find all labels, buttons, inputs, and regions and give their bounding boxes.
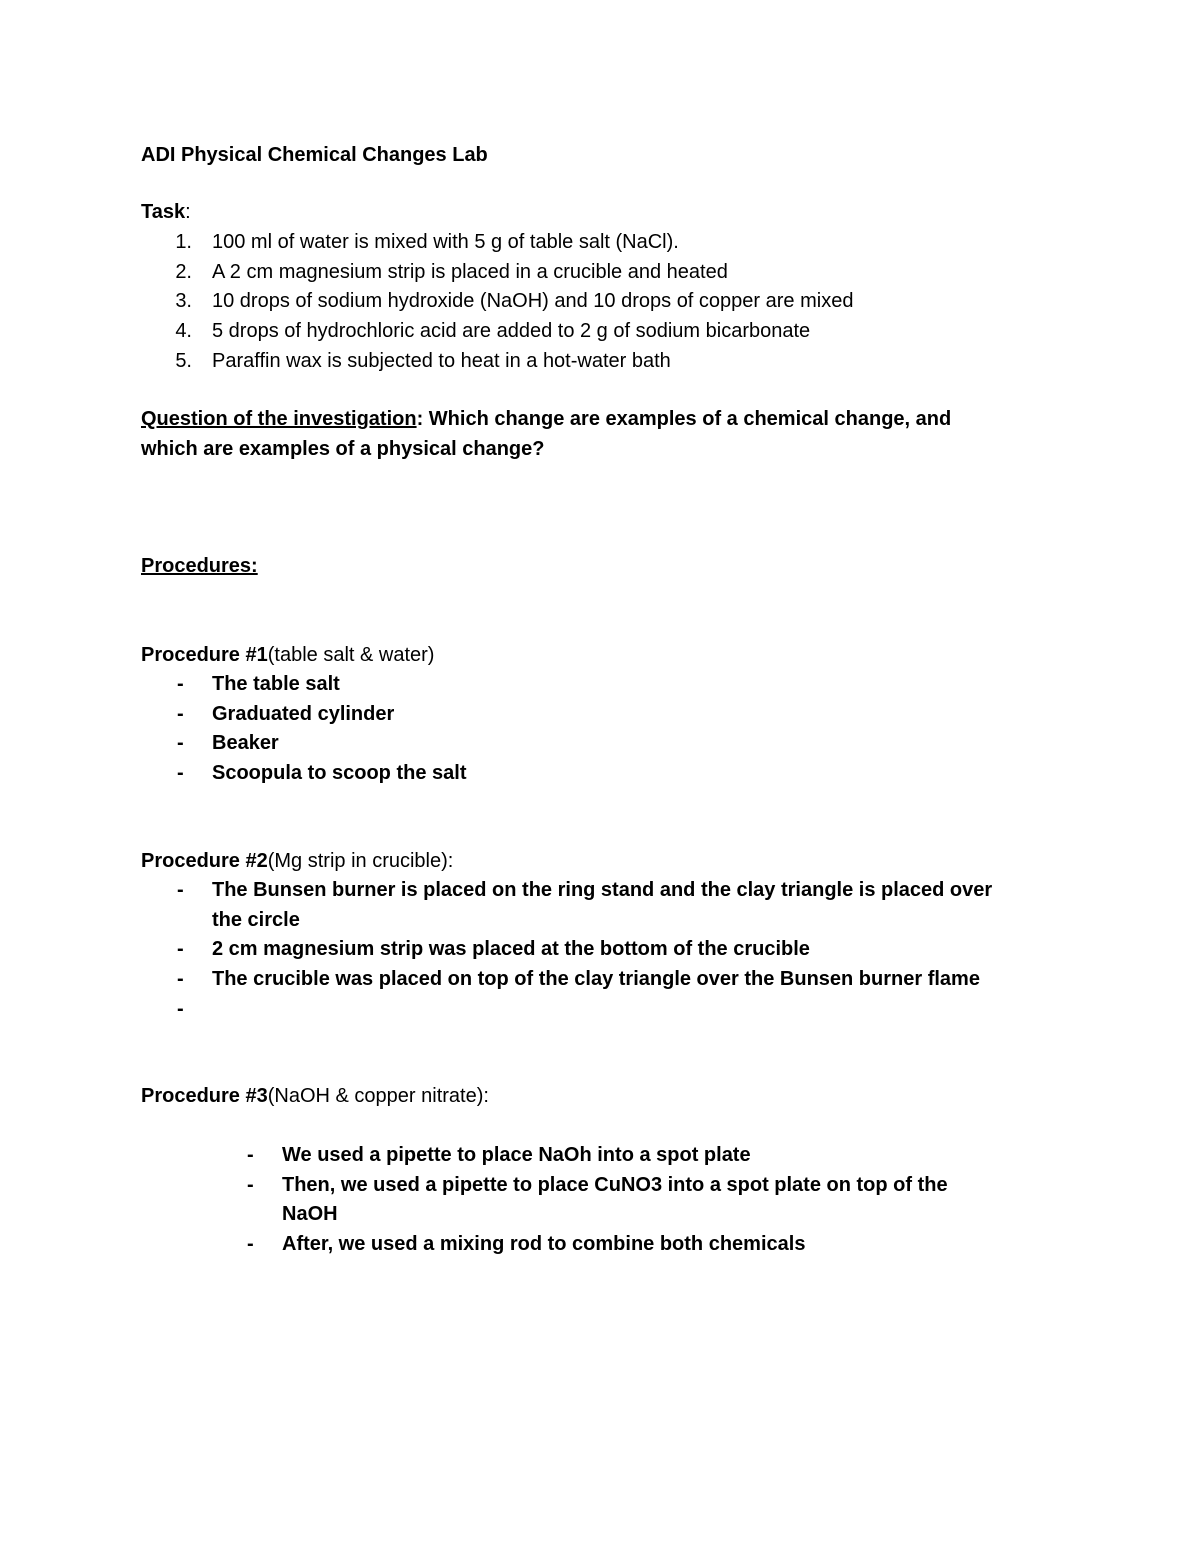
task-item: 3. 10 drops of sodium hydroxide (NaOH) and 10 drops of copper are mixed — [175, 290, 854, 313]
task-item: 5. Paraffin wax is subjected to heat in a hot-water bath — [175, 349, 671, 372]
procedure-1-heading: Procedure #1(table salt & water) — [141, 644, 435, 666]
task-list — [175, 228, 854, 377]
task-item: 1. 100 ml of water is mixed with 5 g of table salt (NaCl). — [175, 231, 679, 253]
list-item: - The crucible was placed on top of the clay triangle over the Bunsen burner flame — [177, 968, 980, 991]
list-item: - We used a pipette to place NaOh into a spot plate — [247, 1144, 751, 1166]
list-item: - Beaker — [177, 732, 279, 755]
procedure-3-list — [247, 1141, 948, 1260]
procedure-2-list — [177, 876, 993, 1025]
list-item: - — [177, 997, 184, 1020]
list-item: - The table salt — [177, 673, 340, 695]
procedure-1-list — [177, 670, 467, 789]
procedure-3-heading: Procedure #3(NaOH & copper nitrate): — [141, 1085, 489, 1107]
procedure-2-heading: Procedure #2(Mg strip in crucible): — [141, 850, 454, 872]
list-item: - Graduated cylinder — [177, 702, 395, 725]
list-item: - The Bunsen burner is placed on the ring stand and the clay triangle is placed over the circle — [177, 879, 993, 931]
task-item: 2. A 2 cm magnesium strip is placed in a crucible and heated — [175, 260, 728, 283]
document-title: ADI Physical Chemical Changes Lab — [141, 144, 488, 166]
procedures-heading: Procedures: — [141, 555, 258, 577]
task-heading: Task: — [141, 201, 191, 223]
list-item: - Scoopula to scoop the salt — [177, 762, 467, 785]
list-item: - Then, we used a pipette to place CuNO3 into a spot plate on top of the NaOH — [247, 1173, 948, 1226]
list-item: - 2 cm magnesium strip was placed at the bottom of the crucible — [177, 938, 810, 961]
list-item: - After, we used a mixing rod to combine both chemicals — [247, 1233, 806, 1256]
investigation-question: Question of the investigation: Which change are examples of a chemical change, and which are examples of a physical change? — [141, 408, 952, 460]
task-item: 4. 5 drops of hydrochloric acid are added to 2 g of sodium bicarbonate — [175, 320, 811, 343]
